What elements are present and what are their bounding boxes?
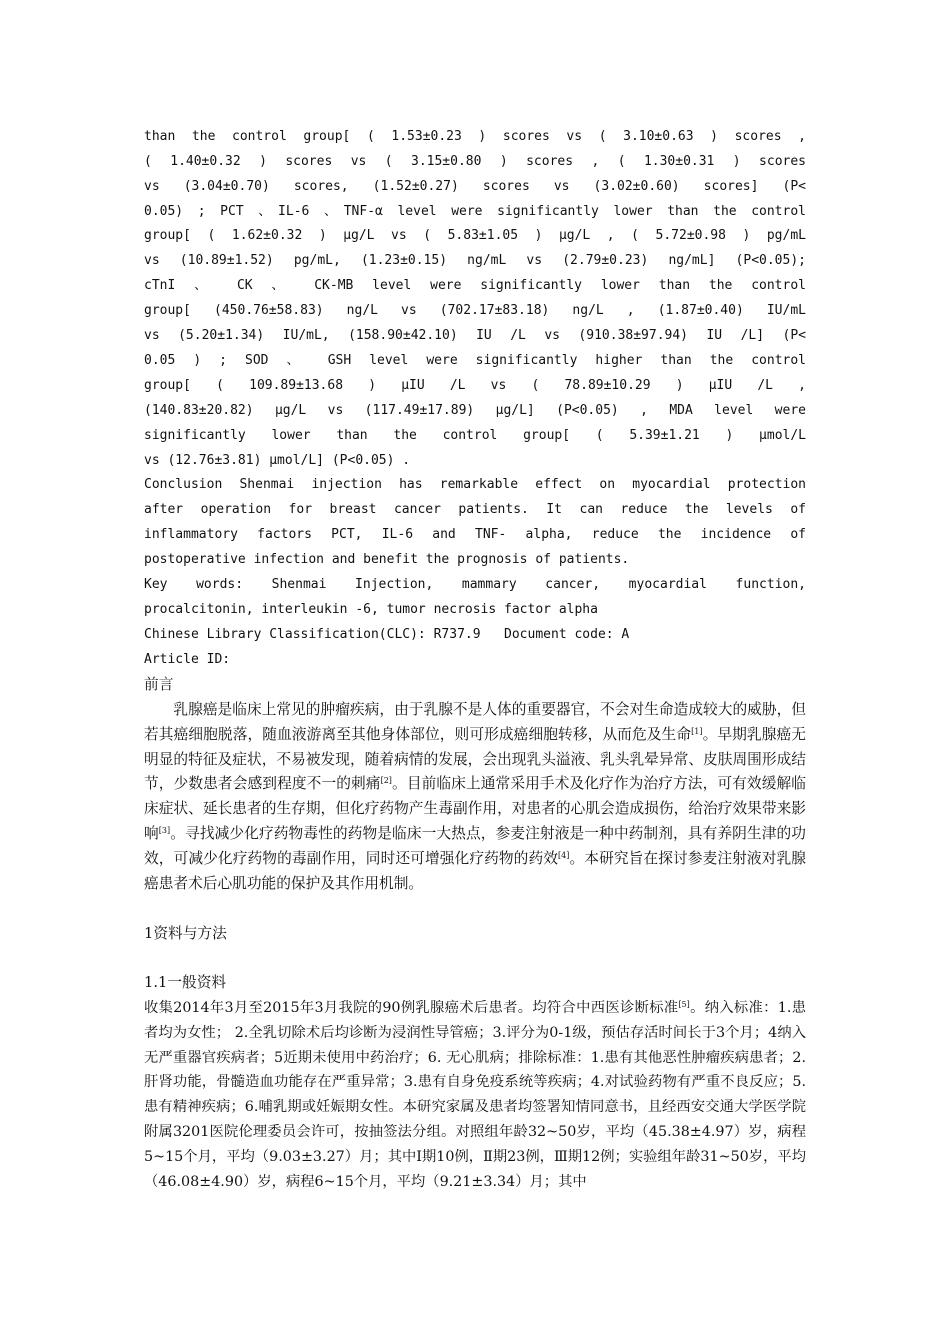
preface-text: 乳腺癌是临床上常见的肿瘤疾病，由于乳腺不是人体的重要器官，不会对生命造成较大的威胁，但若其癌细胞脱落，随血液游离至其他身体部位，则可形成癌细胞转移，从而危及生命	[144, 701, 806, 743]
abstract-line: 0.05) ; PCT 、IL-6 、TNF-α level were significantly lower than the control	[144, 204, 806, 219]
keywords-line: procalcitonin, interleukin -6, tumor necrosis factor alpha	[144, 602, 598, 617]
abstract-line: (140.83±20.82) μg/L vs (117.49±17.89) μg/L] (P<0.05) , MDA level were	[144, 403, 806, 418]
abstract-line: significantly lower than the control group[ ( 5.39±1.21 ) μmol/L	[144, 428, 806, 443]
body-text: 收集2014年3月至2015年3月我院的90例乳腺癌术后患者。均符合中西医诊断标准	[144, 1000, 679, 1016]
preface-text: 。本研究旨在探讨参麦注射液对乳腺癌患者术后心肌功能的保护及其作用机制。	[144, 849, 806, 892]
section-heading: 1资料与方法	[144, 925, 227, 942]
citation: [3]	[158, 825, 171, 835]
keywords-line: Key words: Shenmai Injection, mammary cancer, myocardial function,	[144, 577, 806, 592]
abstract-line: than the control group[ ( 1.53±0.23 ) scores vs ( 3.10±0.63 ) scores ,	[144, 129, 806, 144]
preface-text: 。目前临床上通常采用手术及化疗作为治疗方法，可有效缓解临床症状、延长患者的生存期，但化疗药物产生毒副作用，对患者的心肌会造成损伤，给治疗效果带来影响	[144, 775, 806, 842]
abstract-line: cTnI 、 CK 、 CK-MB level were significantly lower than the control	[144, 278, 806, 293]
conclusion-line: postoperative infection and benefit the prognosis of patients.	[144, 552, 630, 567]
preface-text: 。早期乳腺癌无明显的特征及症状，不易被发现，随着病情的发展，会出现乳头溢液、乳头乳晕异常、皮肤周围形成结节，少数患者会感到程度不一的刺痛	[144, 725, 806, 793]
abstract-line: vs (5.20±1.34) IU/mL, (158.90±42.10) IU /L vs (910.38±97.94) IU /L] (P<	[144, 328, 806, 343]
conclusion-line: after operation for breast cancer patients. It can reduce the levels of	[144, 502, 806, 517]
body-text: 。纳入标准：1.患者均为女性； 2.全乳切除术后均诊断为浸润性导管癌；3.评分为0-1级，预估存活时间长于3个月；4纳入无严重器官疾病者；5近期未使用中药治疗；6. 无心肌病；排除标准：1.患有其他恶性肿瘤疾病患者；2. 肝肾功能，骨髓造血功能存在严重异常；3.患有自身免疫系统等疾病；4.对试验药物有严重不良反应；5.患有精神疾病；6.哺乳期或妊娠期女性。本研究家属及患者均签署知情同意书，且经西安交通大学医学院附属3201医院伦理委员会许可，按抽签法分组。对照组年龄32~50岁，平均（45.38±4.97）岁，病程5~15个月，平均（9.03±3.27）月；其中Ⅰ期10例，Ⅱ期23例，Ⅲ期12例；实验组年龄31~50岁，平均（46.08±4.90）岁，病程6~15个月，平均（9.21±3.34）月；其中	[144, 1000, 807, 1190]
abstract-line: ( 1.40±0.32 ) scores vs ( 3.15±0.80 ) scores , ( 1.30±0.31 ) scores	[144, 154, 806, 169]
abstract-line: group[ ( 109.89±13.68 ) μIU /L vs ( 78.89±10.29 ) μIU /L ,	[144, 378, 806, 393]
citation: [2]	[380, 776, 392, 786]
citation: [5]	[678, 1000, 690, 1009]
abstract-line: vs (10.89±1.52) pg/mL, (1.23±0.15) ng/mL vs (2.79±0.23) ng/mL] (P<0.05);	[144, 253, 806, 268]
preface-heading: 前言	[144, 676, 174, 693]
article-id: Article ID:	[144, 652, 231, 667]
citation: [4]	[558, 850, 570, 860]
abstract-line: group[ ( 1.62±0.32 ) μg/L vs ( 5.83±1.05 ) μg/L , ( 5.72±0.98 ) pg/mL	[144, 228, 806, 243]
conclusion-line: Conclusion Shenmai injection has remarkable effect on myocardial protection	[144, 477, 806, 492]
abstract-line: vs (3.04±0.70) scores, (1.52±0.27) scores vs (3.02±0.60) scores] (P<	[144, 179, 806, 194]
citation: [1]	[691, 726, 703, 736]
preface-paragraph	[144, 698, 806, 896]
abstract-line: 0.05 ) ; SOD 、 GSH level were significantly higher than the control	[144, 353, 806, 368]
conclusion-line: inflammatory factors PCT, IL-6 and TNF- alpha, reduce the incidence of	[144, 527, 806, 542]
subsection-heading: 1.1一般资料	[144, 974, 227, 991]
abstract-line: group[ (450.76±58.83) ng/L vs (702.17±83.18) ng/L , (1.87±0.40) IU/mL	[144, 303, 806, 318]
abstract-line: vs (12.76±3.81) μmol/L] (P<0.05) .	[144, 453, 411, 468]
preface-text: 。寻找减少化疗药物毒性的药物是临床一大热点，参麦注射液是一种中药制剂，具有养阴生津的功效，可减少化疗药物的毒副作用，同时还可增强化疗药物的药效	[144, 824, 806, 867]
general-data-paragraph	[144, 996, 806, 1194]
clc-line: Chinese Library Classification(CLC): R737.9 Document code: A	[144, 627, 630, 642]
